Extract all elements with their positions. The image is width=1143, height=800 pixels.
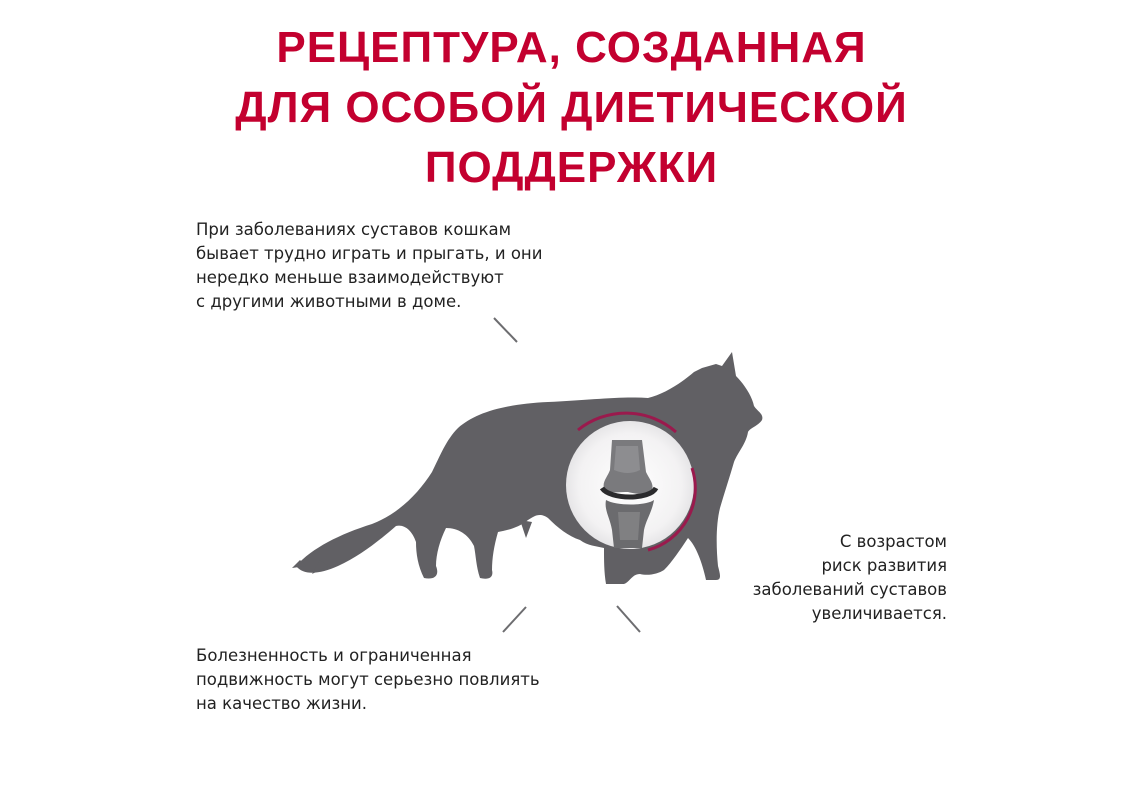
- callout-line: подвижность могут серьезно повлиять: [196, 670, 540, 689]
- title-line: РЕЦЕПТУРА, СОЗДАННАЯ: [276, 23, 867, 72]
- callout-right: [753, 530, 947, 626]
- callout-bottom-left: [196, 644, 540, 716]
- callout-line: При заболеваниях суставов кошкам: [196, 220, 512, 239]
- title-line: ДЛЯ ОСОБОЙ ДИЕТИЧЕСКОЙ: [235, 83, 908, 132]
- callout-line: с другими животными в доме.: [196, 292, 462, 311]
- leader-line-bottom-left: [195, 607, 526, 632]
- callout-line: на качество жизни.: [196, 694, 367, 713]
- callout-line: бывает трудно играть и прыгать, и они: [196, 244, 543, 263]
- callout-line: нередко меньше взаимодействуют: [196, 268, 504, 287]
- callout-line: увеличивается.: [811, 604, 947, 623]
- callout-top-left: [196, 218, 542, 314]
- callout-line: заболеваний суставов: [752, 580, 947, 599]
- callout-line: риск развития: [821, 556, 947, 575]
- leader-line-top: [195, 318, 517, 342]
- callout-line: Болезненность и ограниченная: [196, 646, 472, 665]
- title-line: ПОДДЕРЖКИ: [424, 143, 719, 192]
- cat-silhouette-icon: [292, 352, 762, 584]
- callout-line: С возрастом: [839, 532, 947, 551]
